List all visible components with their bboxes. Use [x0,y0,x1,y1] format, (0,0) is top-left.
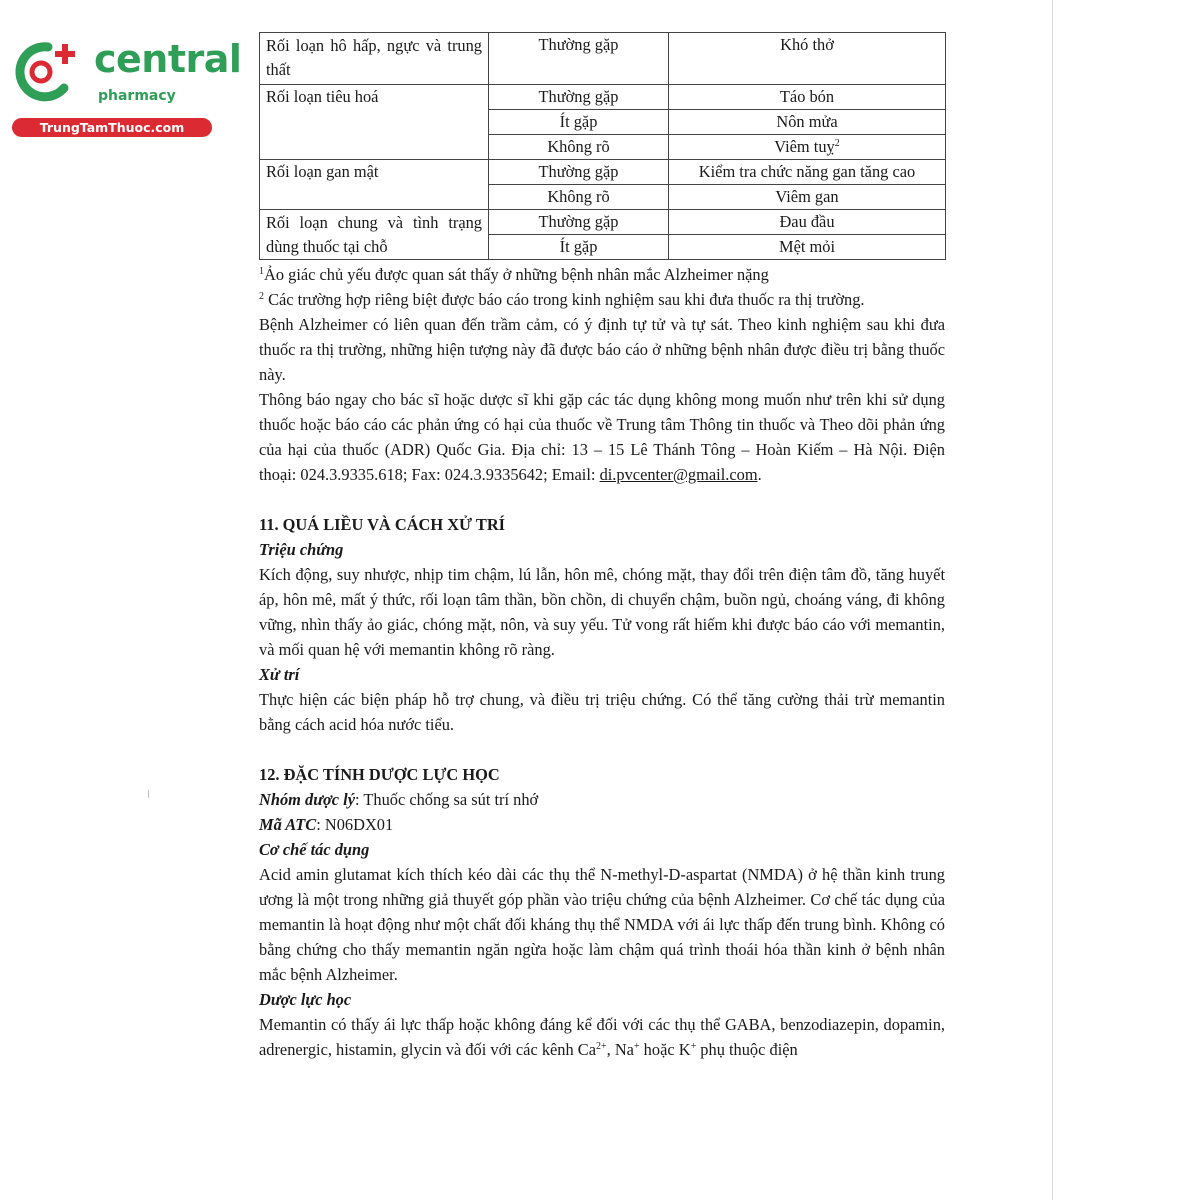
table-row [260,160,946,185]
atc-code [259,812,945,837]
section-heading: 11. QUÁ LIỀU VÀ CÁCH XỬ TRÍ [259,515,506,534]
document-content [259,32,945,1062]
section-11 [259,512,945,737]
frequency-cell: Thường gặp [489,160,669,185]
field-value: : N06DX01 [316,815,394,834]
effect-text: Viêm tuỵ [774,137,835,156]
frequency-cell: Ít gặp [489,235,669,260]
subheading: Triệu chứng [259,540,344,559]
frequency-cell: Ít gặp [489,110,669,135]
effect-cell: Đau đầu [669,210,946,235]
superscript: 2+ [595,1041,607,1052]
paragraph-text: , Na [606,1040,634,1059]
superscript: + [690,1041,697,1052]
field-value: : Thuốc chống sa sút trí nhớ [355,790,539,809]
subheading: Dược lực học [259,990,352,1009]
scan-mark [148,790,149,798]
paragraph [259,387,945,487]
organ-cell: Rối loạn tiêu hoá [260,85,489,160]
effect-cell: Kiểm tra chức năng gan tăng cao [669,160,946,185]
paragraph-text: Thông báo ngay cho bác sĩ hoặc dược sĩ khi gặp các tác dụng không mong muốn như trên khi sử dụng thuốc hoặc báo cáo các phản ứng có hại của thuốc về Trung tâm Thông tin thuốc và Theo dõi phản ứng của hại của thuốc (ADR) Quốc Gia. Địa chỉ: 13 – 15 Lê Thánh Tông – Hoàn Kiếm – Hà Nội. Điện thoại: 024.3.9335.618; Fax: 024.3.9335642; Email: [259,390,945,484]
paragraph: Kích động, suy nhược, nhịp tim chậm, lú lẫn, hôn mê, chóng mặt, thay đổi trên điện tâm đồ, tăng huyết áp, hôn mê, mất ý thức, rối loạn tâm thần, bồn chồn, di chuyển chậm, buồn ngủ, choáng váng, đi không vững, nhìn thấy ảo giác, chóng mặt, nôn, và suy yếu. Tử vong rất hiếm khi được báo cáo với memantin, và mối quan hệ với memantin không rõ ràng. [259,565,945,659]
footnote-mark: 1 [259,266,264,277]
logo-brand-text: central [94,37,242,81]
footnote-mark: 2 [259,291,264,302]
subheading: Cơ chế tác dụng [259,840,370,859]
superscript: + [633,1041,640,1052]
page-edge-line [1052,0,1053,1200]
effect-cell: Táo bón [669,85,946,110]
central-pharmacy-logo-icon [10,38,82,104]
logo-sub-text: pharmacy [98,88,176,104]
subheading: Xử trí [259,665,300,684]
paragraph-end: . [757,465,762,484]
frequency-cell: Thường gặp [489,210,669,235]
footnote-1 [259,262,945,287]
table-row [260,33,946,85]
table-row [260,210,946,235]
paragraph [259,1012,945,1062]
effect-cell: Khó thở [669,33,946,85]
section-heading: 12. ĐẶC TÍNH DƯỢC LỰC HỌC [259,765,500,784]
field-label: Mã ATC [259,815,317,834]
pharmacy-logo [10,37,242,138]
section-12 [259,762,945,1062]
organ-cell: Rối loạn chung và tình trạng dùng thuốc tại chỗ [260,210,489,260]
footnote-2-text: Các trường hợp riêng biệt được báo cáo trong kinh nghiệm sau khi đưa thuốc ra thị trường. [264,290,865,309]
frequency-cell: Không rõ [489,135,669,160]
paragraph: Bệnh Alzheimer có liên quan đến trầm cảm, có ý định tự tử và tự sát. Theo kinh nghiệm sau khi đưa thuốc ra thị trường, những hiện tượng này đã được báo cáo ở những bệnh nhân được điều trị bằng thuốc này. [259,315,945,384]
logo-site-banner: TrungTamThuoc.com [12,118,212,137]
footnote-ref: 2 [834,138,840,149]
field-label: Nhóm dược lý [259,790,356,809]
paragraph: Acid amin glutamat kích thích kéo dài các thụ thể N-methyl-D-aspartat (NMDA) ở hệ thần kinh trung ương là một trong những giả thuyết góp phần vào triệu chứng của bệnh Alzheimer. Cơ chế tác dụng của memantin là hoạt động như một chất đối kháng thụ thể NMDA với ái lực thấp đến trung bình. Không có bằng chứng cho thấy memantin ngăn ngừa hoặc làm chậm quá trình thoái hóa thần kinh ở bệnh nhân mắc bệnh Alzheimer. [259,865,945,984]
effect-cell: Nôn mửa [669,110,946,135]
adverse-effects-table [259,32,946,260]
footnote-1-text: Ảo giác chủ yếu được quan sát thấy ở những bệnh nhân mắc Alzheimer nặng [264,265,769,284]
footnote-2 [259,287,945,312]
table-footnotes [259,262,945,487]
organ-cell: Rối loạn gan mật [260,160,489,210]
email-link[interactable]: di.pvcenter@gmail.com [599,465,758,484]
paragraph-text: phụ thuộc điện [696,1040,798,1059]
frequency-cell: Thường gặp [489,33,669,85]
paragraph-text: hoặc K [639,1040,691,1059]
paragraph: Thực hiện các biện pháp hỗ trợ chung, và điều trị triệu chứng. Có thể tăng cường thải trừ memantin bằng cách acid hóa nước tiểu. [259,690,945,734]
frequency-cell: Thường gặp [489,85,669,110]
frequency-cell: Không rõ [489,185,669,210]
paragraph-text: Memantin có thấy ái lực thấp hoặc không đáng kể đối với các thụ thể GABA, benzodiazepin, dopamin, adrenergic, histamin, glycin và đối với các kênh Ca [259,1015,945,1059]
effect-cell: Mệt mỏi [669,235,946,260]
effect-cell: Viêm gan [669,185,946,210]
table-row [260,85,946,110]
organ-cell: Rối loạn hô hấp, ngực và trung thất [260,33,489,85]
pharmacological-group [259,787,945,812]
effect-cell [669,135,946,160]
